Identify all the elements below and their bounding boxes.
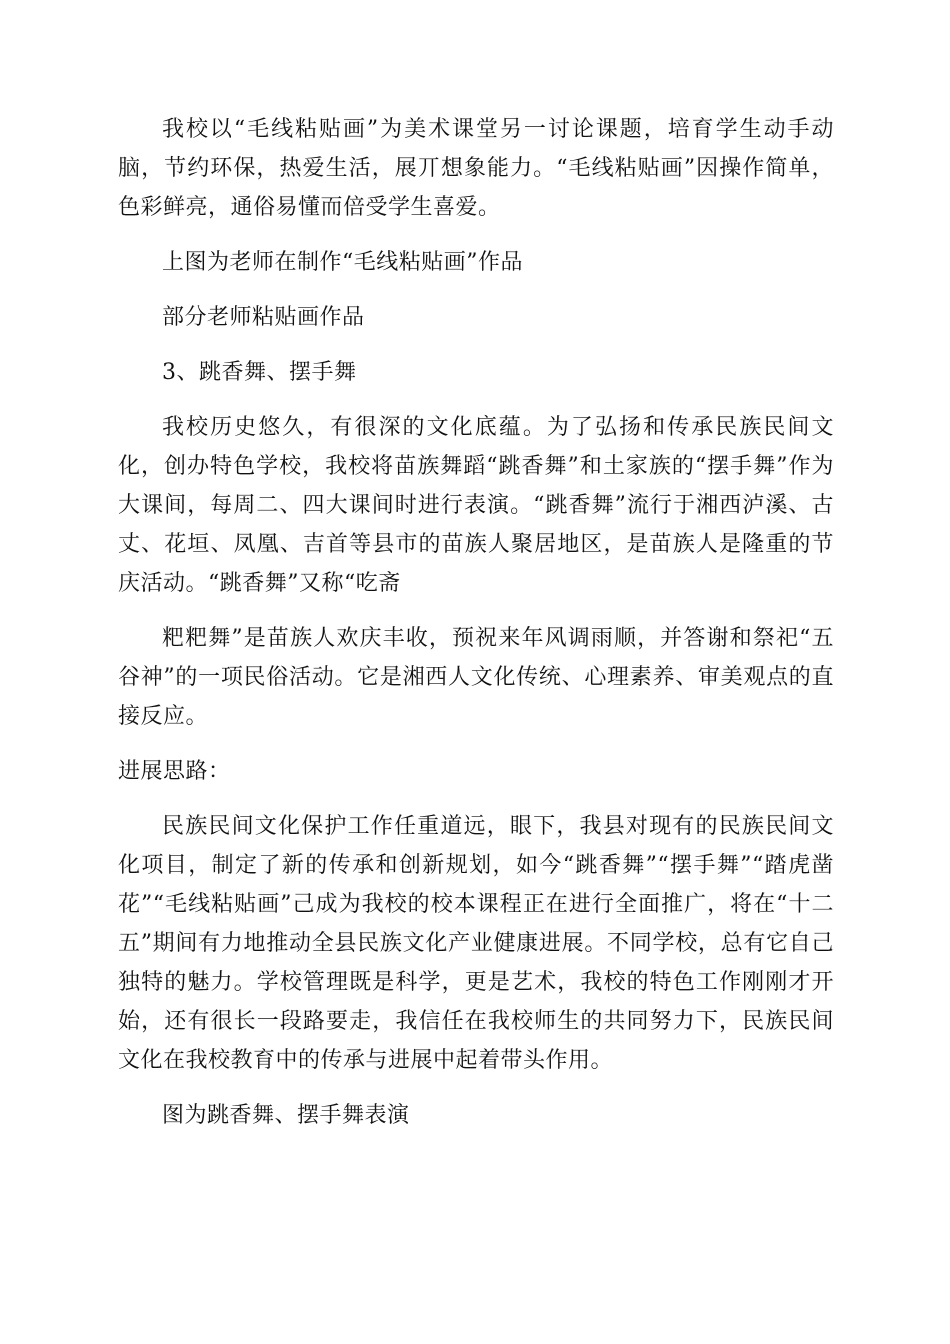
section-heading-development: 进展思路： (118, 759, 231, 784)
caption-teacher-making-collage: 上图为老师在制作“毛线粘贴画”作品 (162, 250, 523, 275)
caption-dance-performance: 图为跳香舞、摆手舞表演 (162, 1103, 410, 1128)
paragraph-dance-history: 我校历史悠久，有很深的文化底蕴。为了弘扬和传承民族民间文化，创办特色学校，我校将苗族舞蹈“跳香舞”和土家族的“摆手舞”作为大课间，每周二、四大课间时进行表演。“跳香舞”流行于湘西泸溪、古丈、花垣、凤凰、吉首等县市的苗族人聚居地区，是苗族人是隆重的节庆活动。“跳香舞”又称“吃斋 (118, 415, 834, 596)
caption-teacher-collage-works: 部分老师粘贴画作品 (162, 305, 365, 330)
document-page (118, 110, 834, 1135)
paragraph-development-plan: 民族民间文化保护工作任重道远，眼下，我县对现有的民族民间文化项目，制定了新的传承和创新规划，如今“跳香舞”“摆手舞”“踏虎凿花”“毛线粘贴画”己成为我校的校本课程正在进行全面推广，将在“十二五”期间有力地推动全县民族文化产业健康进展。不同学校，总有它自己独特的魅力。学校管理既是科学，更是艺术，我校的特色工作刚刚才开始，还有很长一段路要走，我信任在我校师生的共同努力下，民族民间文化在我校教育中的传承与进展中起着带头作用。 (118, 814, 834, 1073)
paragraph-dance-meaning: 粑粑舞”是苗族人欢庆丰收，预祝来年风调雨顺，并答谢和祭祀“五谷神”的一项民俗活动。它是湘西人文化传统、心理素养、审美观点的直接反应。 (118, 626, 834, 729)
paragraph-wool-collage-intro: 我校以“毛线粘贴画”为美术课堂另一讨论课题，培育学生动手动脑，节约环保，热爱生活，展丌想象能力。“毛线粘贴画”因操作简单，色彩鲜亮，通俗易懂而倍受学生喜爱。 (118, 117, 834, 220)
section-heading-dances: 3、跳香舞、摆手舞 (162, 360, 357, 385)
